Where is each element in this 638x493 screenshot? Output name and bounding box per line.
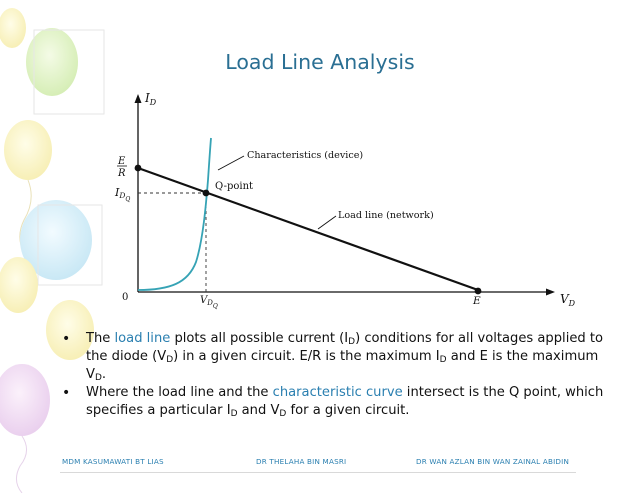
bullet-item-q-point: • Where the load line and the characteristic curve intersect is the Q point, which specifies a particular $I_D$ and $V_D$ for a given circuit. <box>62 385 604 419</box>
load-line-label: Load line (network) <box>338 210 434 221</box>
characteristics-leader <box>218 156 244 170</box>
y-axis-label: $I_D$ <box>145 91 157 107</box>
idq-label: $ID_Q$ <box>115 186 131 203</box>
e-over-r-numerator: E <box>118 156 126 167</box>
e-point <box>475 288 482 295</box>
footer-author-3: DR WAN AZLAN BIN WAN ZAINAL ABIDIN <box>416 457 570 466</box>
characteristic-curve <box>138 138 211 290</box>
q-point-label: Q-point <box>215 181 254 192</box>
bullet-dot: • <box>62 385 71 401</box>
x-axis-arrow <box>546 289 555 296</box>
q-point-marker <box>203 190 210 197</box>
e-label: E <box>473 295 481 307</box>
e-over-r-denominator: R <box>118 168 126 179</box>
x-axis-label: $V_D$ <box>560 292 576 308</box>
bullet-item-load-line: • The load line plots all possible current $(I_D)$ conditions for all voltages applied to the diode $(V_D)$ in a given circuit. E/R is the maximum $I_D$ and E is the maximum $V_D$. <box>62 331 604 383</box>
footer-divider <box>60 472 576 473</box>
characteristics-label: Characteristics (device) <box>247 150 364 161</box>
y-axis-arrow <box>135 94 142 103</box>
load-line <box>138 168 478 290</box>
bullet-list <box>52 330 612 420</box>
bullet-dot: • <box>62 331 71 347</box>
term-characteristic-curve: characteristic curve <box>272 385 403 400</box>
term-load-line: load line <box>114 331 171 346</box>
footer-author-2: DR THELAHA BIN MASRI <box>256 457 347 466</box>
e-over-r-point <box>135 165 142 172</box>
slide-title: Load Line Analysis <box>225 50 415 74</box>
vdq-label: $V_{DQ}$ <box>200 295 218 310</box>
loadline-leader <box>318 216 336 229</box>
footer-author-1: MDM KASUMAWATI BT LIAS <box>62 457 164 466</box>
origin-label: 0 <box>122 292 129 303</box>
footer <box>62 457 574 469</box>
